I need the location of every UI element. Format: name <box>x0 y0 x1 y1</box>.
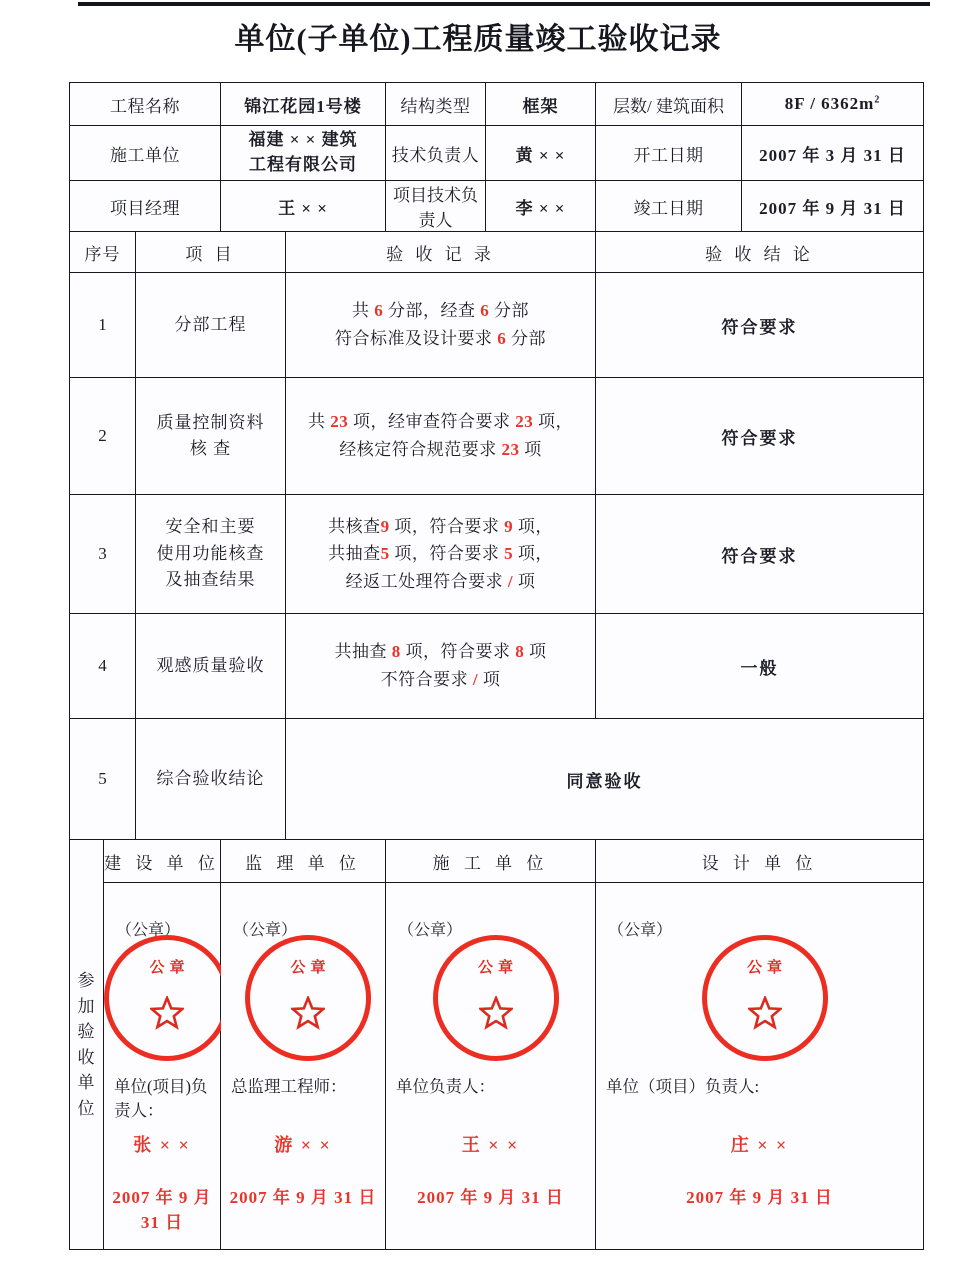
rec-txt: 经返工处理符合要求 <box>345 571 504 591</box>
unit-signature: 庄 × × <box>730 1135 789 1155</box>
summary-value: 同意验收 <box>286 719 924 840</box>
record-line-1 <box>286 408 595 436</box>
stamp-text: 公章 <box>290 960 331 976</box>
acceptance-record-table <box>69 82 924 1250</box>
seal-note: （公章） <box>233 922 298 939</box>
unit-role-label: 单位(项目)负责人： <box>114 1077 208 1120</box>
row-no: 1 <box>70 273 136 378</box>
stamp-text: 公章 <box>478 960 519 976</box>
rec-txt: 项 <box>524 440 542 459</box>
unit-date: 2007 年 9 月 31 日 <box>112 1188 212 1232</box>
start-date-label: 开工日期 <box>596 126 742 181</box>
tech-manager-label: 技术负责人 <box>386 126 486 181</box>
seal-note: （公章） <box>398 922 463 939</box>
row-item <box>136 614 286 719</box>
stamp-text: 公章 <box>149 960 190 976</box>
side-label-char: 验 <box>77 1022 96 1041</box>
floors-area-text: 8F / 6362m <box>784 94 875 113</box>
summary-no: 5 <box>70 719 136 840</box>
project-manager-label: 项目经理 <box>70 181 221 232</box>
row-item-line: 质量控制资料 <box>156 412 265 432</box>
row-record <box>286 273 596 378</box>
rec-num: 6 <box>374 301 384 321</box>
row-item-line: 使用功能核查 <box>156 543 265 563</box>
row-item-line: 观感质量验收 <box>156 655 265 675</box>
rec-txt: 项，符合要求 <box>394 544 500 564</box>
seal-note: （公章） <box>608 922 673 939</box>
side-label-char: 加 <box>77 996 96 1016</box>
unit-signature: 王 × × <box>461 1135 520 1155</box>
rec-num: 8 <box>515 642 525 662</box>
row-conclusion: 符合要求 <box>596 273 924 378</box>
stamp-text: 公章 <box>747 960 788 976</box>
record-line-1 <box>286 297 595 325</box>
row-conclusion: 符合要求 <box>596 378 924 495</box>
rec-num: / <box>472 670 479 689</box>
row-no: 2 <box>70 378 136 495</box>
rec-num: 23 <box>330 412 349 432</box>
row-record <box>286 495 596 614</box>
row-record <box>286 614 596 719</box>
column-header-item: 项 目 <box>136 232 286 273</box>
rec-txt: 共 <box>308 412 326 432</box>
record-line-2 <box>286 436 595 464</box>
project-tech-manager-value: 李 × × <box>486 181 596 232</box>
page-title: 单位(子单位)工程质量竣工验收记录 <box>234 23 722 56</box>
structure-type-label: 结构类型 <box>386 83 486 126</box>
side-label-char: 单 <box>77 1073 96 1092</box>
column-header-no: 序号 <box>70 232 136 273</box>
official-seal-stamp-icon <box>104 935 230 1061</box>
rec-txt: 项，经审查符合要求 <box>353 412 511 432</box>
row-conclusion: 符合要求 <box>596 495 924 614</box>
unit-cell-design <box>596 883 924 1250</box>
rec-txt: 项， <box>538 412 574 432</box>
table-row <box>70 614 924 719</box>
info-row-3 <box>70 181 924 232</box>
rec-txt: 项 <box>517 571 536 591</box>
unit-role-label: 单位（项目）负责人: <box>606 1077 760 1096</box>
rec-txt: 共抽查 <box>334 642 388 662</box>
official-seal-stamp-icon <box>433 935 559 1061</box>
unit-cell-construction-owner <box>104 883 221 1250</box>
star-icon <box>479 996 513 1030</box>
rec-txt: 项， <box>517 544 553 564</box>
row-item-line: 安全和主要 <box>165 517 256 537</box>
record-line-2 <box>286 540 595 568</box>
row-item-line: 及抽查结果 <box>165 570 256 590</box>
unit-date: 2007 年 9 月 31 日 <box>417 1188 564 1207</box>
info-row-2 <box>70 126 924 181</box>
unit-date: 2007 年 9 月 31 日 <box>686 1188 833 1207</box>
rec-num: 23 <box>501 440 520 459</box>
row-item <box>136 378 286 495</box>
construction-unit-line2: 工程有限公司 <box>249 155 358 174</box>
top-rule <box>78 2 930 6</box>
rec-num: 9 <box>504 516 514 536</box>
rec-txt: 项， <box>517 516 553 536</box>
seal-note: （公章） <box>116 922 181 939</box>
rec-num: 8 <box>391 642 401 662</box>
rec-txt: 项，符合要求 <box>405 642 511 662</box>
units-header-row <box>70 840 924 883</box>
unit-role-label: 单位负责人： <box>396 1077 496 1096</box>
construction-unit-value <box>221 126 386 181</box>
unit-header-supervision: 监 理 单 位 <box>221 840 386 883</box>
table-row <box>70 273 924 378</box>
row-item <box>136 495 286 614</box>
row-item-line: 分部工程 <box>174 314 247 334</box>
rec-txt: 项 <box>482 670 501 689</box>
structure-type-value: 框架 <box>486 83 596 126</box>
summary-item: 综合验收结论 <box>136 719 286 840</box>
side-label-char: 参 <box>77 971 96 990</box>
official-seal-stamp-icon <box>702 935 828 1061</box>
units-side-label <box>70 840 104 1250</box>
rec-txt: 分部，经查 <box>388 301 476 321</box>
floors-area-unit-exponent: 2 <box>874 94 881 106</box>
row-no: 3 <box>70 495 136 614</box>
rec-num: 23 <box>515 412 534 432</box>
finish-date-label: 竣工日期 <box>596 181 742 232</box>
project-name-label: 工程名称 <box>70 83 221 126</box>
row-record <box>286 378 596 495</box>
record-line-3 <box>286 568 595 596</box>
unit-header-construction-owner: 建 设 单 位 <box>104 840 221 883</box>
rec-txt: 符合标准及设计要求 <box>335 329 493 348</box>
official-seal-stamp-icon <box>245 935 371 1061</box>
unit-box <box>596 883 923 1249</box>
unit-cell-supervision <box>221 883 386 1250</box>
row-item <box>136 273 286 378</box>
unit-cell-contractor <box>386 883 596 1250</box>
unit-box <box>221 883 385 1249</box>
unit-box <box>104 883 220 1249</box>
construction-unit-label: 施工单位 <box>70 126 221 181</box>
rec-txt: 项，符合要求 <box>394 516 500 536</box>
table-row <box>70 495 924 614</box>
unit-signature: 张 × × <box>133 1135 191 1155</box>
units-body-row <box>70 883 924 1250</box>
rec-txt: 分部 <box>511 329 547 348</box>
finish-date-value: 2007 年 9 月 31 日 <box>742 181 924 232</box>
rec-num: 6 <box>480 301 490 321</box>
star-icon <box>291 996 325 1030</box>
unit-box <box>386 883 595 1249</box>
rec-num: / <box>507 571 514 591</box>
summary-row <box>70 719 924 840</box>
record-line-2 <box>286 666 595 694</box>
star-icon <box>748 996 782 1030</box>
rec-txt: 经核定符合规范要求 <box>339 440 497 459</box>
rec-txt: 共 <box>352 301 370 321</box>
project-manager-value: 王 × × <box>221 181 386 232</box>
table-row <box>70 378 924 495</box>
rec-txt: 分部 <box>494 301 530 321</box>
record-line-2 <box>286 325 595 353</box>
unit-date: 2007 年 9 月 31 日 <box>229 1188 377 1207</box>
record-line-1 <box>286 513 595 541</box>
rec-txt: 共核查 <box>328 516 381 536</box>
table-column-header-row <box>70 232 924 273</box>
floors-area-value <box>742 83 924 126</box>
start-date-value: 2007 年 3 月 31 日 <box>742 126 924 181</box>
record-line-1 <box>286 638 595 666</box>
rec-num: 6 <box>497 329 507 348</box>
project-tech-manager-label: 项目技术负责人 <box>386 181 486 232</box>
construction-unit-line1: 福建 × × 建筑 <box>248 130 358 150</box>
column-header-conclusion: 验 收 结 论 <box>596 232 924 273</box>
rec-num: 9 <box>380 516 390 536</box>
rec-txt: 共抽查 <box>328 544 381 564</box>
project-name-value: 锦江花园1号楼 <box>221 83 386 126</box>
rec-txt: 不符合要求 <box>380 670 469 689</box>
unit-role-label: 总监理工程师： <box>231 1077 347 1096</box>
row-item-line: 核 查 <box>189 439 232 458</box>
floors-area-label: 层数/ 建筑面积 <box>596 83 742 126</box>
unit-header-contractor: 施 工 单 位 <box>386 840 596 883</box>
star-icon <box>150 996 184 1030</box>
info-row-1 <box>70 83 924 126</box>
side-label-char: 位 <box>77 1098 96 1118</box>
row-no: 4 <box>70 614 136 719</box>
row-conclusion: 一般 <box>596 614 924 719</box>
rec-num: 5 <box>504 544 514 564</box>
rec-num: 5 <box>380 544 390 564</box>
column-header-record: 验 收 记 录 <box>286 232 596 273</box>
rec-txt: 项 <box>529 642 547 662</box>
unit-signature: 游 × × <box>274 1135 332 1155</box>
tech-manager-value: 黄 × × <box>486 126 596 181</box>
side-label-char: 收 <box>77 1047 96 1067</box>
unit-header-design: 设 计 单 位 <box>596 840 924 883</box>
